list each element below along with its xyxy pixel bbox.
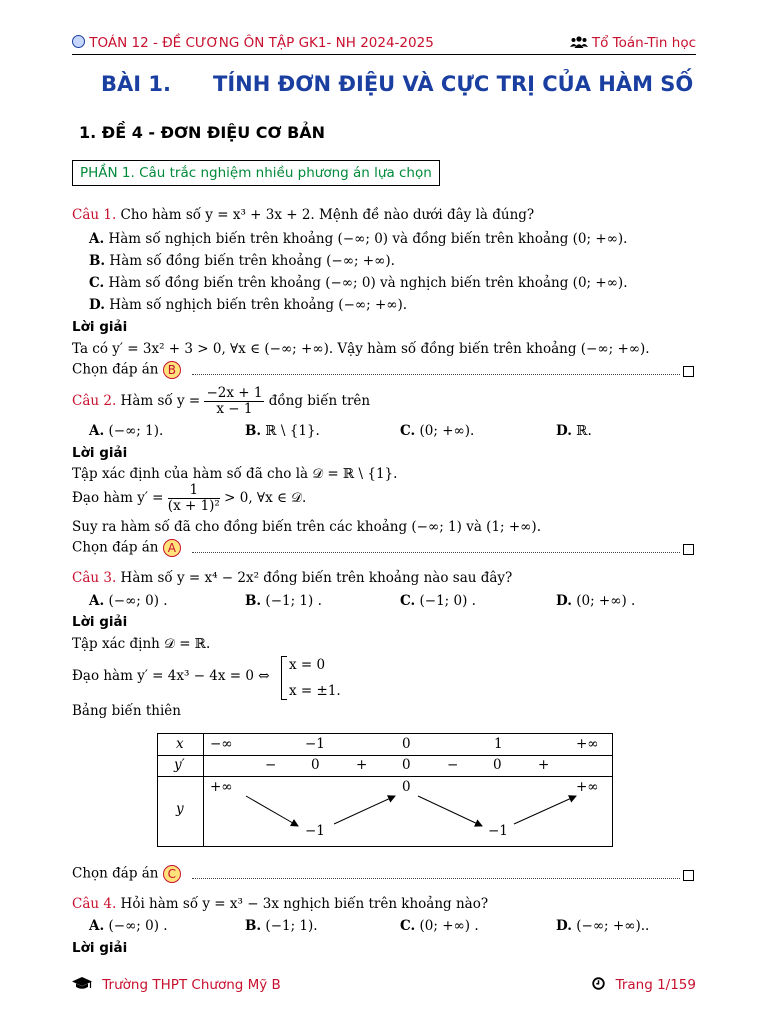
- x-value: −∞: [210, 736, 233, 752]
- q2-checkbox: [683, 544, 694, 555]
- y-value-top: +∞: [210, 779, 233, 795]
- sign: 0: [493, 757, 502, 773]
- clock-icon: [592, 977, 609, 993]
- q2-option-d: D. ℝ.: [556, 423, 592, 439]
- y-value-bottom: −1: [488, 823, 508, 839]
- lesson-name: TÍNH ĐƠN ĐIỆU VÀ CỰC TRỊ CỦA HÀM SỐ: [213, 72, 694, 96]
- q2-fraction: $\frac{-2x + 1}{x - 1}$: [206, 385, 263, 417]
- header-rule: [72, 54, 696, 55]
- arrow-up-1: [334, 796, 395, 824]
- q1-checkbox: [683, 366, 694, 377]
- table-y-label: y: [176, 801, 184, 817]
- table-x-label: x: [176, 736, 184, 752]
- footer-right: [592, 977, 696, 993]
- lesson-number: BÀI 1.: [101, 72, 171, 96]
- q2-option-c: C. (0; +∞).: [400, 423, 475, 439]
- q3-case-1: x = 0: [289, 657, 326, 673]
- q3-option-b: B. (−1; 1) .: [245, 593, 322, 609]
- q4-question: [72, 896, 488, 912]
- q2-solution-2: Đạo hàm y′ = $\frac{1}{\text{(x + 1)²}}$ > 0, ∀x ∈ 𝒟.: [72, 482, 307, 514]
- q3-text: Hàm số y = x⁴ − 2x² đồng biến trên khoảng nào sau đây?: [120, 570, 513, 586]
- q1-solution: Ta có y′ = 3x² + 3 > 0, ∀x ∈ (−∞; +∞). Vậy hàm số đồng biến trên khoảng (−∞; +∞).: [72, 341, 650, 357]
- sign: 0: [402, 757, 411, 773]
- q2-solution-3: Suy ra hàm số đã cho đồng biến trên các khoảng (−∞; 1) và (1; +∞).: [72, 519, 541, 535]
- q4-option-d: D. (−∞; +∞)..: [556, 918, 650, 934]
- header-left: [72, 35, 434, 51]
- q2-answer: Chọn đáp án A: [72, 539, 181, 557]
- lesson-title: [101, 72, 694, 96]
- graduation-cap-icon: [72, 977, 96, 993]
- q2-label: Câu 2.: [72, 393, 117, 409]
- q3-dots: [192, 878, 680, 879]
- q1-answer: Chọn đáp án B: [72, 361, 181, 379]
- school-name: Trường THPT Chương Mỹ B: [102, 977, 281, 993]
- header-right: [570, 35, 696, 51]
- q3-solution-1: Tập xác định 𝒟 = ℝ.: [72, 636, 211, 652]
- q1-text: Cho hàm số y = x³ + 3x + 2. Mệnh đề nào dưới đây là đúng?: [120, 207, 535, 223]
- part-heading: PHẦN 1. Câu trắc nghiệm nhiều phương án lựa chọn: [72, 160, 440, 186]
- table-yprime-label: y′: [174, 757, 185, 773]
- q2-answer-badge: A: [163, 539, 181, 557]
- users-icon: [570, 35, 592, 51]
- q2-solution-1: Tập xác định của hàm số đã cho là 𝒟 = ℝ \ {1}.: [72, 466, 398, 482]
- q1-answer-badge: B: [163, 361, 181, 379]
- q1-option-c: C. Hàm số đồng biến trên khoảng (−∞; 0) và nghịch biến trên khoảng (0; +∞).: [89, 275, 628, 291]
- q1-solution-heading: Lời giải: [72, 319, 128, 335]
- sign: +: [538, 757, 550, 773]
- q4-option-a: A. (−∞; 0) .: [89, 918, 168, 934]
- q1-option-a: A. Hàm số nghịch biến trên khoảng (−∞; 0) và đồng biến trên khoảng (0; +∞).: [89, 231, 628, 247]
- footer-left: [72, 977, 281, 993]
- arrow-down-1: [246, 796, 298, 826]
- q1-option-b: B. Hàm số đồng biến trên khoảng (−∞; +∞).: [89, 253, 395, 269]
- header-title: TOÁN 12 - ĐỀ CƯƠNG ÔN TẬP GK1- NH 2024-2025: [89, 35, 434, 51]
- q2-dots: [192, 552, 680, 553]
- q1-option-d: D. Hàm số nghịch biến trên khoảng (−∞; +∞).: [89, 297, 408, 313]
- q1-question: [72, 207, 534, 223]
- q3-answer: Chọn đáp án C: [72, 865, 181, 883]
- q3-solution-3: Bảng biến thiên: [72, 703, 181, 719]
- x-value: −1: [305, 736, 325, 752]
- q2-option-a: A. (−∞; 1).: [89, 423, 164, 439]
- arrow-up-2: [514, 796, 576, 824]
- y-value-bottom: −1: [305, 823, 325, 839]
- y-value-top: 0: [402, 779, 411, 795]
- y-value-top: +∞: [576, 779, 599, 795]
- q3-case-2: x = ±1.: [289, 683, 341, 699]
- q2-solution-heading: Lời giải: [72, 445, 128, 461]
- q1-label: Câu 1.: [72, 207, 117, 223]
- arrow-down-2: [418, 796, 482, 826]
- x-value: 0: [402, 736, 411, 752]
- variation-arrows: [158, 734, 612, 846]
- q3-checkbox: [683, 870, 694, 881]
- x-value: 1: [494, 736, 503, 752]
- q4-label: Câu 4.: [72, 896, 117, 912]
- logo-icon: [72, 35, 85, 48]
- variation-table: [157, 733, 613, 847]
- sign: −: [447, 757, 459, 773]
- x-value: +∞: [576, 736, 599, 752]
- page-number: Trang 1/159: [615, 977, 696, 993]
- q3-solution-2: Đạo hàm y′ = 4x³ − 4x = 0 ⇔: [72, 668, 270, 684]
- q2-derivative-fraction: $\frac{1}{\text{(x + 1)²}}$: [167, 482, 220, 514]
- header-dept: Tổ Toán-Tin học: [591, 35, 696, 51]
- q3-label: Câu 3.: [72, 570, 117, 586]
- q3-solution-heading: Lời giải: [72, 614, 128, 630]
- q3-option-a: A. (−∞; 0) .: [89, 593, 168, 609]
- section-heading: 1. ĐỀ 4 - ĐƠN ĐIỆU CƠ BẢN: [79, 123, 326, 142]
- q4-option-c: C. (0; +∞) .: [400, 918, 479, 934]
- q3-question: [72, 570, 512, 586]
- q3-case-bracket: [281, 656, 287, 700]
- q1-dots: [192, 374, 680, 375]
- q2-question: Câu 2. Hàm số y = $\frac{-2x + 1}{x - 1}$ đồng biến trên: [72, 385, 371, 417]
- sign: +: [356, 757, 368, 773]
- q3-option-c: C. (−1; 0) .: [400, 593, 476, 609]
- sign: 0: [311, 757, 320, 773]
- q3-option-d: D. (0; +∞) .: [556, 593, 636, 609]
- q3-answer-badge: C: [163, 865, 181, 883]
- sign: −: [265, 757, 277, 773]
- q4-text: Hỏi hàm số y = x³ − 3x nghịch biến trên khoảng nào?: [120, 896, 489, 912]
- q4-option-b: B. (−1; 1).: [245, 918, 318, 934]
- q4-solution-heading: Lời giải: [72, 940, 128, 956]
- q2-option-b: B. ℝ \ {1}.: [245, 423, 320, 439]
